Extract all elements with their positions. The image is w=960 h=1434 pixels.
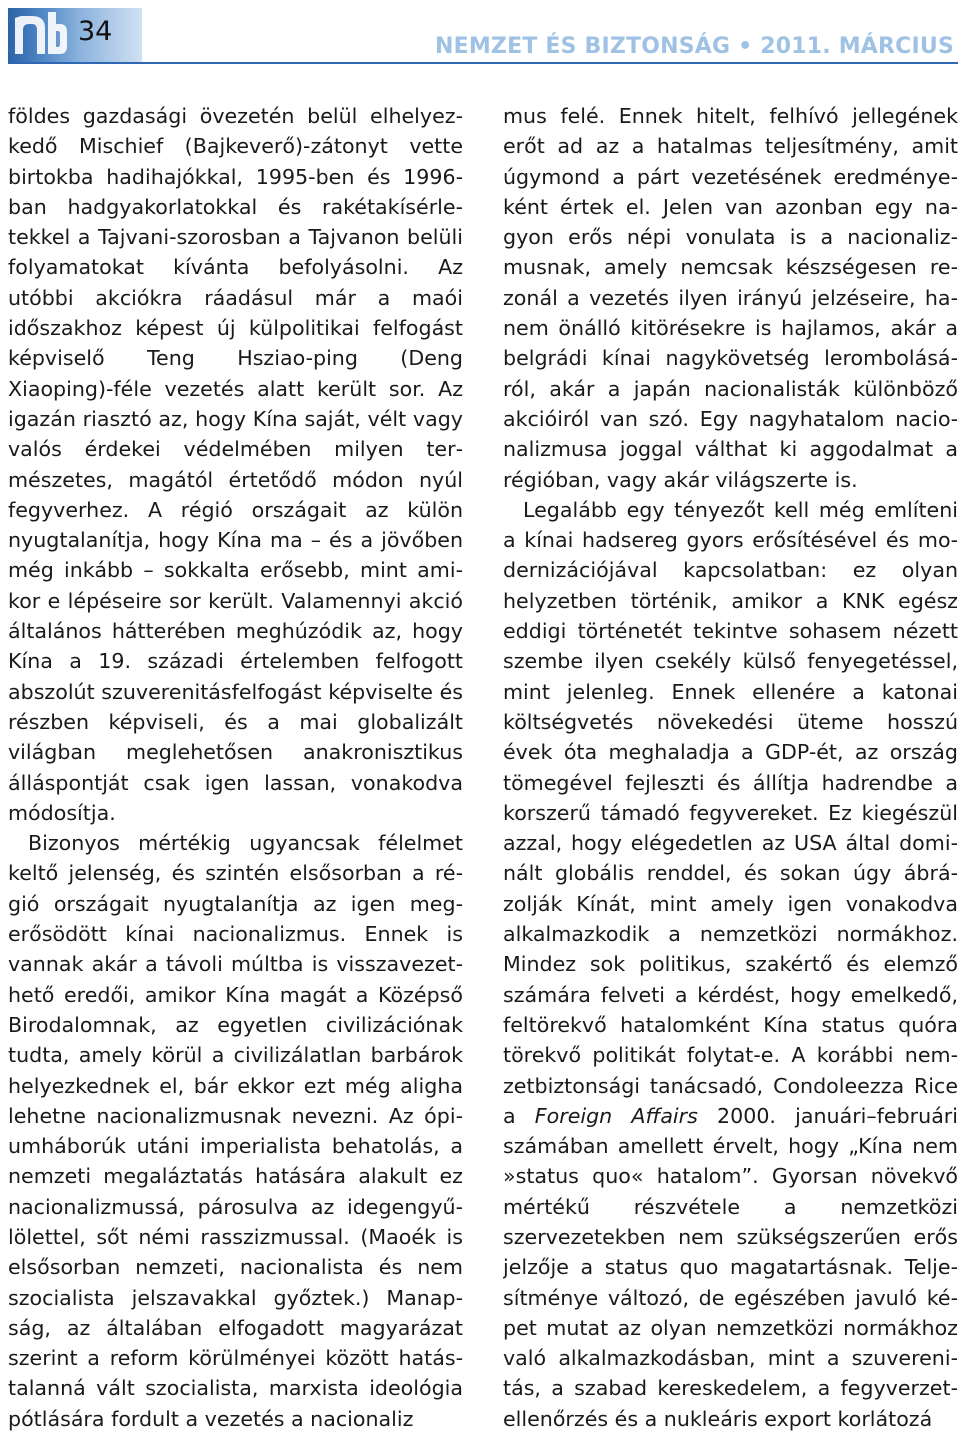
right-paragraph-2 xyxy=(503,495,958,1434)
page-header xyxy=(0,0,960,70)
right-column xyxy=(503,101,958,1434)
paragraph-text: Legalább egy tényezőt kell még említeni a kínai hadsereg gyors erősítésével és modernizációjával kapcsolatban: ez olyan helyzetben történik, amikor a KNK egész eddigi történetét tekintve sohasem nézett szembe ilyen csekély külső fenyegetéssel, mint jelenleg. Ennek ellenére a katonai költségvetés növekedési üteme hosszú évek óta meghaladja a GDP-ét, az ország tömegével fejleszti és állítja hadrendbe a korszerű támadó fegyvereket. Ez kiegészül azzal, hogy elégedetlen az USA által dominált globális renddel, és sokan úgy ábrázolják Kínát, mint amely igen vonakodva alkalmazkodik a nemzetközi normákhoz. Mindez sok politikus, szakértő és elemző számára felveti a kérdést, hogy emelkedő, feltörekvő hatalomként Kína status quóra törekvő politikát folytat-e. A korábbi nemzetbiztonsági tanácsadó, Condoleezza Rice a xyxy=(503,497,958,1128)
left-paragraph-2: Bizonyos mértékig ugyancsak félelmet keltő jelenség, és szintén elsősorban a régió országait nyugtalanítja az igen megerősödött kínai nacionalizmus. Ennek is vannak akár a távoli múltba is visszavezethető eredői, amikor Kína magát a Középső Birodalomnak, az egyetlen civilizációnak tudta, amely körül a civilizálatlan barbárok helyezkednek el, bár ekkor ezt még aligha lehetne nacionalizmusnak nevezni. Az ópiumháborúk utáni imperialista behatolás, a nemzeti megaláztatás hatására alakult ez nacionalizmussá, párosulva az idegengyűlölettel, sőt némi rasszizmussal. (Maoék is elsősorban nemzeti, nacionalista és nem szocialista jelszavakkal győztek.) Manapság, az általában elfogadott magyarázat szerint a reform körülményei között hatástalanná vált szocialista, marxista ideológia pótlására fordult a vezetés a nacionaliz xyxy=(8,831,463,1431)
left-column xyxy=(8,101,463,1434)
page-number: 34 xyxy=(78,16,113,47)
paragraph-text-continued: 2000. januári–februári számában amellett érvelt, hogy „Kína nem »status quo« hatalom”. Gyorsan növekvő mértékű részvétele a nemzetközi szervezetekben nem szükségszerűen erős jelzője a status quo magatartásnak. Teljesítménye változó, de egészében javuló képet mutat az olyan nemzetközi normákhoz való alkalmazkodásban, mint a szuverenitás, a szabad kereskedelem, a fegyverzetellenőrzés és a nukleáris export korlátozá xyxy=(503,1103,958,1431)
journal-title: Foreign Affairs xyxy=(534,1103,698,1128)
header-rule xyxy=(8,62,958,64)
left-paragraph-1: földes gazdasági övezetén belül elhelyezkedő Mischief (Bajkeverő)-zátonyt vette birtokba hadihajókkal, 1995-ben és 1996-ban hadgyakorlatokkal és rakétakísérletekkel a Tajvani-szorosban a Tajvanon belüli folyamatokat kívánta befolyásolni. Az utóbbi akciókra ráadásul már a maói időszakhoz képest új külpolitikai felfogást képviselő Teng Hsziao-ping (Deng Xiaoping)-féle vezetés alatt került sor. Az igazán riasztó az, hogy Kína saját, vélt vagy valós érdekei védelmében milyen természetes, magától értetődő módon nyúl fegyverhez. A régió országait az külön nyugtalanítja, hogy Kína ma – és a jövőben még inkább – sokkalta erősebb, mint amikor e lépéseire sor került. Valamennyi akció általános hátterében meghúzódik az, hogy Kína a 19. századi értelemben felfogott abszolút szuverenitásfelfogást képviselte és részben képviseli, és a mai globalizált világban meglehetősen anakronisztikus álláspontját csak igen lassan, vonakodva módosítja. xyxy=(8,104,463,825)
logo-box xyxy=(8,8,142,62)
nb-logo-icon xyxy=(10,10,68,60)
right-paragraph-1: mus felé. Ennek hitelt, felhívó jellegének erőt ad az a hatalmas teljesítmény, amit úgymond a párt vezetésének eredményeként értek el. Jelen van azonban egy nagyon erős népi vonulata is a nacionalizmusnak, amely nemcsak készségesen rezonál a vezetés ilyen irányú jelzéseire, hanem önálló kitörésekre is hajlamos, akár a belgrádi kínai nagykövetség lerombolásáról, akár a japán nacionalisták különböző akcióiról van szó. Egy nagyhatalom nacionalizmusa joggal válthat ki aggodalmat a régióban, vagy akár világszerte is. xyxy=(503,104,958,492)
publication-title: NEMZET ÉS BIZTONSÁG • 2011. MÁRCIUS xyxy=(435,34,954,59)
